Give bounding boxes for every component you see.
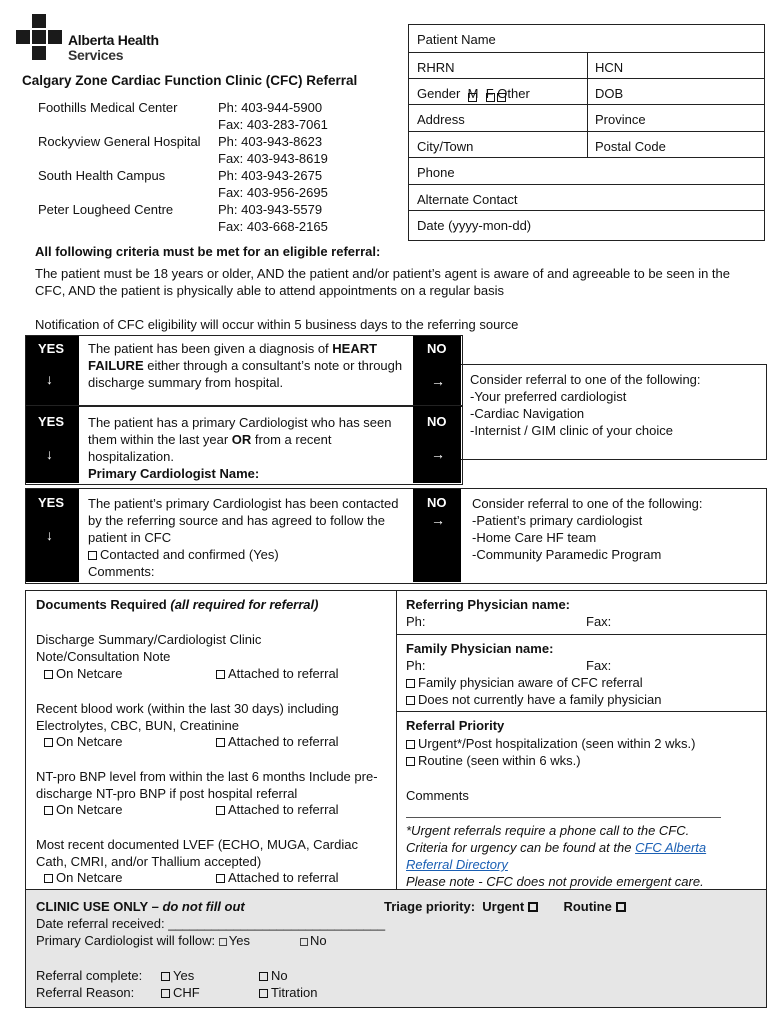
alternative-referrals-1: Consider referral to one of the following: -Your preferred cardiologist -Cardiac Navigation -Internist / GIM clinic of your choice [461,364,767,460]
site-name: South Health Campus [38,168,166,183]
attached-option[interactable]: Attached to referral [216,802,339,817]
criteria-heading: All following criteria must be met for an eligible referral: [35,244,381,259]
alt-item: -Home Care HF team [472,530,597,545]
site-phone: Ph: 403-943-2675 [218,168,323,183]
ahs-logo [16,14,176,64]
no-column: NO → [413,489,461,582]
down-arrow-icon: ↓ [46,527,53,543]
site-phone: Ph: 403-944-5900 [218,100,323,115]
alt-item: -Your preferred cardiologist [470,389,627,404]
alt-item: -Internist / GIM clinic of your choice [470,423,674,438]
site-fax: Fax: 403-943-8619 [218,151,328,166]
hcn-field[interactable]: HCN [595,60,624,75]
follow-yes-checkbox[interactable] [219,938,227,946]
document-item: Recent blood work (within the last 30 days) including Electrolytes, CBC, BUN, Creatinine [36,701,339,733]
no-column: NO → [413,406,461,483]
no-column: NO → [413,336,461,405]
referral-reason-label: Referral Reason: [36,985,135,1000]
notification-text: Notification of CFC eligibility will occur within 5 business days to the referring source [35,317,519,332]
criterion-1 [25,335,463,407]
phone-field[interactable]: Phone [409,158,764,185]
documents-heading: Documents Required (all required for referral) [36,597,319,612]
clinic-use-heading: CLINIC USE ONLY – do not fill out [36,899,245,914]
yes-column: YES ↓ [26,406,79,483]
gender-field[interactable]: Gender M F Other [417,86,530,101]
family-aware-option[interactable]: Family physician aware of CFC referral [406,675,643,690]
clinic-use-section [25,890,767,1008]
on-netcare-option[interactable]: On Netcare [44,870,122,885]
alt-item: -Patient’s primary cardiologist [472,513,643,528]
reason-chf-option[interactable]: CHF [161,985,200,1000]
gender-m-checkbox[interactable] [468,93,477,102]
site-fax: Fax: 403-956-2695 [218,185,328,200]
referring-ph-field[interactable]: Ph: [406,614,426,629]
dob-field[interactable]: DOB [595,86,624,101]
down-arrow-icon: ↓ [46,371,53,387]
attached-option[interactable]: Attached to referral [216,734,339,749]
no-family-physician-option[interactable]: Does not currently have a family physician [406,692,662,707]
date-field[interactable]: Date (yyyy-mon-dd) [417,218,532,233]
right-arrow-icon: → [431,446,445,462]
on-netcare-option[interactable]: On Netcare [44,666,122,681]
cardiologist-follow: Primary Cardiologist will follow: Yes No [36,933,327,948]
criterion-3 [25,488,767,584]
referring-fax-field[interactable]: Fax: [586,614,612,629]
alt-item: -Community Paramedic Program [472,547,662,562]
criteria-intro: The patient must be 18 years or older, AND the patient and/or patient’s agent is aware of and agreeable to be seen in the CFC, AND the patient is physically able to attend appointments on a regular basis [35,266,730,298]
site-phone: Ph: 403-943-5579 [218,202,323,217]
date-received-field[interactable]: Date referral received: ______________________________ [36,916,386,931]
routine-option[interactable]: Routine (seen within 6 wks.) [406,753,581,768]
primary-cardiologist-label: Primary Cardiologist Name: [88,466,260,481]
complete-no-option[interactable]: No [259,968,288,983]
right-arrow-icon: → [431,373,445,389]
gender-other-checkbox[interactable] [497,93,506,102]
contacted-label: Contacted and confirmed (Yes) [100,547,279,562]
yes-column: YES ↓ [26,489,79,582]
triage-routine-checkbox[interactable] [616,902,626,912]
family-fax-field[interactable]: Fax: [586,658,612,673]
site-phone: Ph: 403-943-8623 [218,134,323,149]
site-fax: Fax: 403-283-7061 [218,117,328,132]
urgency-note: *Urgent referrals require a phone call to the CFC. Criteria for urgency can be found at the CFC Alberta Referral Directory Please note - CFC does not provide emergent care. [406,823,707,889]
referral-priority-label: Referral Priority [406,718,505,733]
province-field[interactable]: Province [595,112,646,127]
complete-yes-option[interactable]: Yes [161,968,194,983]
attached-option[interactable]: Attached to referral [216,666,339,681]
referral-complete-label: Referral complete: [36,968,143,983]
patient-info-box [408,24,765,241]
yes-column: YES ↓ [26,336,79,405]
criterion-1-text: The patient has been given a diagnosis of HEART FAILURE either through a consultant’s note or through discharge summary from hospital. [88,341,403,390]
document-item: Most recent documented LVEF (ECHO, MUGA, Cardiac Cath, CMRI, and/or Thallium accepted) [36,837,358,869]
triage-urgent-checkbox[interactable] [528,902,538,912]
triage-priority: Triage priority: Urgent Routine [384,899,626,914]
gender-f-checkbox[interactable] [486,93,495,102]
on-netcare-option[interactable]: On Netcare [44,734,122,749]
cfc-directory-link[interactable]: CFC Alberta Referral Directory [406,840,707,872]
urgent-option[interactable]: Urgent*/Post hospitalization (seen within 2 wks.) [406,736,695,751]
alt-item: -Cardiac Navigation [470,406,585,421]
family-physician-label: Family Physician name: [406,641,554,656]
document-item: NT-pro BNP level from within the last 6 months Include pre-discharge NT-pro BNP if post hospital referral [36,769,378,801]
patient-name-field[interactable]: Patient Name [409,25,764,53]
down-arrow-icon: ↓ [46,446,53,462]
alternative-referrals-2: Consider referral to one of the following: -Patient’s primary cardiologist -Home Care HF team -Community Paramedic Program [472,496,703,562]
documents-and-physician-section [25,590,767,890]
city-field[interactable]: City/Town [417,139,474,154]
site-name: Foothills Medical Center [38,100,178,115]
site-name: Peter Lougheed Centre [38,202,174,217]
logo-line2: Services [68,47,124,63]
site-fax: Fax: 403-668-2165 [218,219,328,234]
on-netcare-option[interactable]: On Netcare [44,802,122,817]
comments-line[interactable] [406,817,721,818]
reason-titration-option[interactable]: Titration [259,985,317,1000]
postal-field[interactable]: Postal Code [595,139,666,154]
form-title: Calgary Zone Cardiac Function Clinic (CFC) Referral [22,73,358,88]
referring-physician-label: Referring Physician name: [406,597,570,612]
follow-no-checkbox[interactable] [300,938,308,946]
alt-contact-field[interactable]: Alternate Contact [409,185,764,211]
contacted-checkbox[interactable] [88,551,97,560]
rhrn-field[interactable]: RHRN [417,60,455,75]
criterion-3-text: The patient’s primary Cardiologist has been contacted by the referring source and has agreed to follow the patient in CFC Contacted and confirmed (Yes) Comments: [88,496,399,579]
attached-option[interactable]: Attached to referral [216,870,339,885]
address-field[interactable]: Address [417,112,465,127]
family-ph-field[interactable]: Ph: [406,658,426,673]
criterion-2 [25,405,463,485]
logo-line1: Alberta Health [68,32,159,48]
site-name: Rockyview General Hospital [38,134,201,149]
clinic-sites [38,99,328,235]
comments-label: Comments [406,788,469,803]
right-arrow-icon: → [431,512,445,528]
comments-label: Comments: [88,564,155,579]
criterion-2-text: The patient has a primary Cardiologist who has seen them within the last year OR from a recent hospitalization. Primary Cardiologist Name: [88,415,392,481]
document-item: Discharge Summary/Cardiologist Clinic Note/Consultation Note [36,632,262,664]
